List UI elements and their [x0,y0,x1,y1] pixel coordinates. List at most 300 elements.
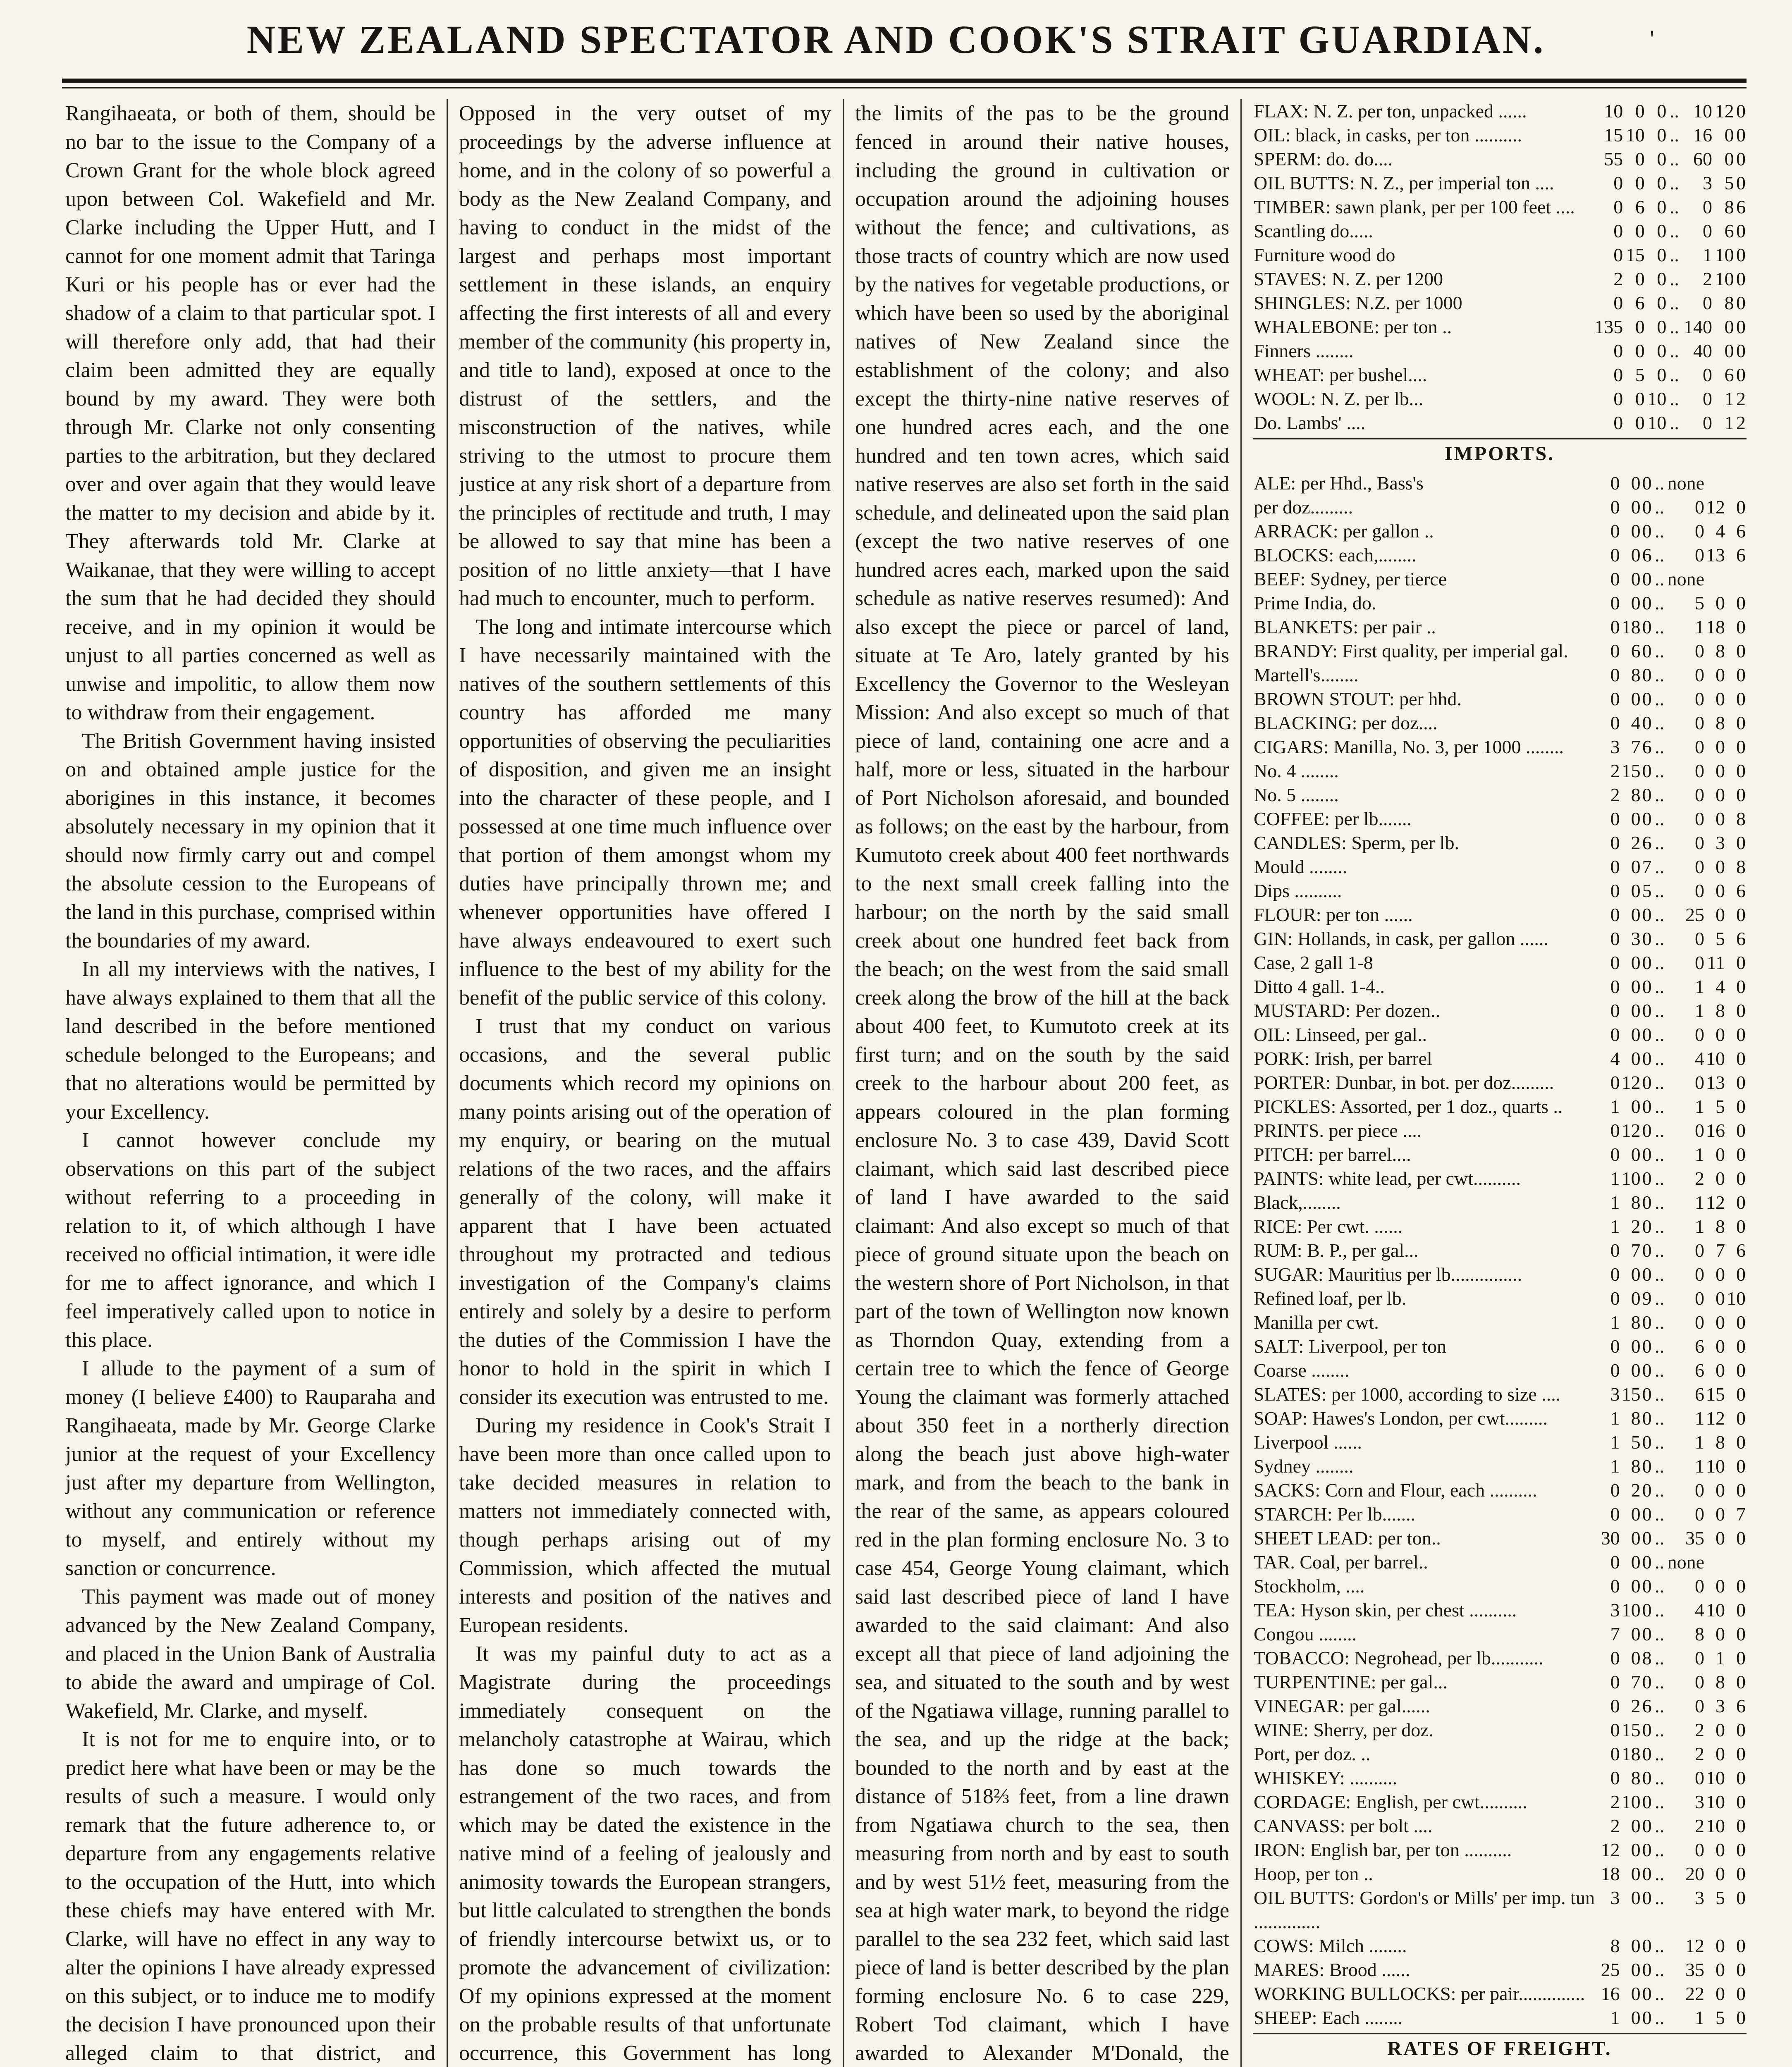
price-cell: 0 [1695,952,1704,973]
export-row [1253,195,1747,219]
price-cell: 0 [1631,520,1641,542]
price-cell: 0 [1736,268,1746,289]
price-cell: 6 [1736,196,1746,217]
price-cell: 8 [1631,1192,1641,1213]
price-cell: .. [1655,1096,1665,1117]
price-cell: .. [1655,1695,1665,1716]
price-cell: 2 [1610,760,1620,781]
item-label: COFFEE: per lb....... [1254,808,1412,829]
price-cell: 3 [1610,1384,1620,1405]
import-row [1253,1814,1747,1838]
price-cell: 0 [1736,1575,1746,1597]
price-cell: 0 [1736,1312,1746,1333]
price-cell: 0 [1631,1288,1641,1309]
price-cell: 5 [1631,1432,1641,1453]
price-cell: 0 [1657,124,1667,146]
price-cell: 0 [1736,688,1746,709]
price-cell: 1 [1610,1096,1620,1117]
price-cell: 0 [1736,1336,1746,1357]
price-cell: 0 [1631,1575,1641,1597]
price-cell: 2 [1736,412,1746,433]
price-cell: 8 [1716,640,1725,661]
price-cell: .. [1655,880,1665,901]
price-cell: 15 [1621,1384,1641,1405]
price-cell: 40 [1693,340,1713,361]
price-cell: 10 [1625,124,1645,146]
price-cell: 0 [1716,1575,1725,1597]
price-cell: 0 [1695,736,1704,757]
price-cell: 0 [1635,148,1645,169]
price-cell: .. [1655,784,1665,805]
item-label: CANDLES: Sperm, per lb. [1254,832,1460,853]
price-cell: 0 [1631,1623,1641,1645]
price-cell: 0 [1631,1264,1641,1285]
price-cell: 0 [1642,1935,1652,1956]
price-cell: 10 [1715,268,1734,289]
price-cell: 0 [1631,1815,1641,1836]
price-cell: 2 [1695,1168,1704,1189]
price-cell: 0 [1642,2007,1652,2028]
price-cell: 12 [1715,100,1734,122]
price-cell [1705,471,1726,495]
price-cell: 0 [1642,592,1652,613]
price-cell: 0 [1736,1456,1746,1477]
price-cell: 0 [1716,1480,1725,1501]
price-cell: 1 [1695,1096,1704,1117]
price-cell: 55 [1604,148,1623,169]
price-cell: 0 [1736,1096,1746,1117]
import-row [1253,1502,1747,1526]
price-cell: 0 [1716,1983,1725,2004]
price-cell: 0 [1613,364,1623,385]
price-cell: 0 [1613,388,1623,409]
price-cell: 0 [1695,1024,1704,1045]
import-row [1253,1718,1747,1742]
price-cell: 0 [1635,316,1645,337]
price-cell: 1 [1610,1192,1620,1213]
price-cell: 0 [1736,316,1746,337]
price-cell: .. [1655,1168,1665,1189]
export-row [1253,219,1747,243]
price-cell: .. [1655,952,1665,973]
price-cell: 0 [1613,340,1623,361]
price-cell: 0 [1610,928,1620,949]
price-cell: 0 [1736,952,1746,973]
item-label: BRANDY: First quality, per imperial gal. [1254,640,1568,661]
price-cell: .. [1669,220,1679,241]
price-cell: 0 [1631,1983,1641,2004]
import-row [1253,1790,1747,1814]
price-cell: 1 [1695,1192,1704,1213]
price-cell: 6 [1736,928,1746,949]
item-label: RUM: B. P., per gal... [1254,1240,1419,1261]
price-cell: 0 [1716,736,1725,757]
price-cell: 15 [1621,1719,1641,1740]
price-cell: 0 [1610,1288,1620,1309]
item-label: Furniture wood do [1254,244,1395,265]
price-cell: 0 [1642,1432,1652,1453]
item-label: BLANKETS: per pair .. [1254,616,1436,637]
price-cell: 2 [1610,1815,1620,1836]
price-cell: 0 [1642,1575,1652,1597]
import-row [1253,1766,1747,1790]
item-label: SALT: Liverpool, per ton [1254,1336,1447,1357]
item-label: CORDAGE: English, per cwt.......... [1254,1791,1527,1812]
price-cell: .. [1655,1743,1665,1764]
column-rule-3 [1240,99,1242,2067]
price-cell: .. [1655,1360,1665,1381]
price-cell [1726,567,1747,591]
price-cell: 0 [1736,1480,1746,1501]
price-cell: .. [1655,1336,1665,1357]
column-rule-1 [447,99,448,2067]
col2-paragraph: The long and intimate intercourse which I have necessarily maintained with the natives of the southern settlements of this country has afforded me many opportunities of observing the peculiarities of disposition, and given me an insight into the character of these people, and I possessed at one time much influence over that portion of them amongst whom my duties have principally thrown me; and whenever opportunities have offered I have always endeavoured to exert such influence to the best of my ability for the benefit of the public service of this colony. [459,615,831,1010]
item-label: RICE: Per cwt. ...... [1254,1216,1403,1237]
price-cell: 1 [1703,244,1713,265]
price-cell: 0 [1724,316,1734,337]
price-cell: 0 [1642,1408,1652,1429]
price-cell: 0 [1642,808,1652,829]
price-cell: 35 [1685,1959,1704,1980]
price-cell: 0 [1736,592,1746,613]
import-row [1253,807,1747,831]
import-row [1253,543,1747,567]
item-label: BLOCKS: each,........ [1254,544,1417,566]
item-label: Liverpool ...... [1254,1432,1362,1453]
item-label: PICKLES: Assorted, per 1 doz., quarts .. [1254,1096,1563,1117]
price-cell: 0 [1736,1815,1746,1836]
price-cell: 0 [1642,904,1652,925]
price-cell: 0 [1736,616,1746,637]
price-cell: .. [1655,568,1665,590]
column-2-body [459,99,831,2067]
price-cell: 0 [1642,1024,1652,1045]
price-cell: 8 [1736,856,1746,877]
item-label: VINEGAR: per gal...... [1254,1695,1430,1716]
export-row [1253,123,1747,147]
price-cell: 1 [1724,412,1734,433]
export-row [1253,291,1747,315]
price-cell: 8 [1716,1000,1725,1021]
price-cell: .. [1669,172,1679,193]
price-cell: 0 [1695,712,1704,733]
price-cell: 0 [1736,1120,1746,1141]
price-cell: 0 [1631,976,1641,997]
price-cell: 10 [1647,412,1667,433]
price-cell: 3 [1631,928,1641,949]
price-cell: 0 [1610,1072,1620,1093]
import-row [1253,687,1747,711]
price-cell: 0 [1736,712,1746,733]
price-cell: .. [1669,388,1679,409]
item-label: BEEF: Sydney, per tierce [1254,568,1447,590]
price-cell: .. [1655,1072,1665,1093]
import-row [1253,903,1747,927]
price-cell: 6 [1635,292,1645,313]
item-label: Dips .......... [1254,880,1342,901]
price-cell: 0 [1610,1647,1620,1668]
price-cell: 0 [1635,172,1645,193]
price-cell: 5 [1716,2007,1725,2028]
price-cell: 8 [1642,1647,1652,1668]
price-cell: 0 [1631,1839,1641,1860]
item-label: Coarse ........ [1254,1360,1350,1381]
price-cell: 10 [1706,1815,1725,1836]
column-2 [459,99,831,2067]
price-cell: 0 [1736,1216,1746,1237]
item-label: PITCH: per barrel.... [1254,1144,1411,1165]
price-cell: 2 [1613,268,1623,289]
price-cell: 0 [1642,1671,1652,1692]
price-cell: 2 [1703,268,1713,289]
price-cell: 8 [1724,292,1734,313]
price-cell: 0 [1610,1695,1620,1716]
item-label: BROWN STOUT: per hhd. [1254,688,1462,709]
import-row [1253,1334,1747,1358]
item-label: PAINTS: white lead, per cwt.......... [1254,1168,1521,1189]
item-label: Stockholm, .... [1254,1575,1365,1597]
price-cell: 0 [1610,592,1620,613]
price-cell: 0 [1736,1024,1746,1045]
price-cell: 3 [1695,1791,1704,1812]
price-cell: 0 [1610,688,1620,709]
price-cell: 0 [1657,268,1667,289]
item-label: OIL BUTTS: Gordon's or Mills' per imp. tun .............. [1254,1887,1595,1932]
column-1-body [65,99,435,2067]
price-cell: 0 [1610,1144,1620,1165]
price-cell: 1 [1695,2007,1704,2028]
price-cell: 0 [1631,2007,1641,2028]
import-row [1253,1287,1747,1310]
price-cell: 0 [1736,100,1746,122]
price-cell: 0 [1716,1743,1725,1764]
price-cell: 0 [1736,124,1746,146]
item-label: STARCH: Per lb....... [1254,1504,1416,1525]
price-cell: 6 [1736,544,1746,566]
price-cell: 9 [1642,1288,1652,1309]
price-cell: 6 [1736,880,1746,901]
price-cell: 0 [1631,1360,1641,1381]
price-cell: 0 [1613,220,1623,241]
item-label: PRINTS. per piece .... [1254,1120,1422,1141]
price-cell: 6 [1695,1384,1704,1405]
export-row [1253,99,1747,123]
import-row [1253,735,1747,759]
item-label: WORKING BULLOCKS: per pair.............. [1254,1983,1585,2004]
price-cell [1726,471,1747,495]
price-cell: 0 [1642,1456,1652,1477]
price-cell: 0 [1736,1743,1746,1764]
item-label: Port, per doz. .. [1254,1743,1371,1764]
price-cell: 0 [1642,1791,1652,1812]
col1-paragraph: I cannot however conclude my observations on this part of the subject without referring to a proceeding in relation to it, of which although I have received no official intimation, it were idle for me to affect ignorance, and which I feel imperatively called upon to notice in this place. [65,1129,435,1352]
price-cell: 6 [1642,832,1652,853]
price-cell: 0 [1635,388,1645,409]
import-row [1253,1646,1747,1670]
item-label: CIGARS: Manilla, No. 3, per 1000 ........ [1254,736,1564,757]
price-cell: .. [1655,1623,1665,1645]
price-cell: 0 [1716,1168,1725,1189]
price-cell: 0 [1736,496,1746,518]
price-cell: .. [1655,1935,1665,1956]
price-cell: .. [1655,1815,1665,1836]
item-label: GIN: Hollands, in cask, per gallon ...... [1254,928,1548,949]
price-cell: 18 [1621,616,1641,637]
price-cell: 3 [1703,172,1713,193]
price-cell: 0 [1724,148,1734,169]
price-cell: 16 [1693,124,1713,146]
price-cell: 0 [1716,760,1725,781]
price-cell: .. [1669,364,1679,385]
price-cell: 0 [1610,1719,1620,1740]
import-row [1253,1742,1747,1766]
price-cell: 0 [1610,1264,1620,1285]
price-cell: 0 [1695,688,1704,709]
price-cell: 0 [1657,292,1667,313]
price-cell: .. [1655,496,1665,518]
price-cell: 1 [1610,1456,1620,1477]
price-cell: 0 [1631,952,1641,973]
export-row [1253,147,1747,171]
price-cell: 5 [1642,880,1652,901]
import-row [1253,471,1747,495]
price-cell: 0 [1642,1360,1652,1381]
price-cell: .. [1655,1647,1665,1668]
item-label: PORK: Irish, per barrel [1254,1048,1432,1069]
price-cell: 6 [1724,364,1734,385]
price-cell: 0 [1642,1767,1652,1788]
price-cell: 6 [1631,640,1641,661]
col2-paragraph: It was my painful duty to act as a Magistrate during the proceedings immediately consequent on the melancholy catastrophe at Wairau, which has done so much towards the estrangement of the two races, and from which may be dated the existence in the native mind of a feeling of jealously and animosity towards the European strangers, but little calculated to strengthen the bonds of friendly intercourse betwixt us, or to promote the advancement of civilization: Of my opinions expressed at the moment on the probable results of that unfortunate occurrence, this Government has long [459,1642,831,2065]
price-cell: 4 [1631,712,1641,733]
price-cell: 0 [1716,904,1725,925]
item-label: TIMBER: sawn plank, per per 100 feet .... [1254,196,1575,217]
price-cell: .. [1655,544,1665,566]
price-cell: 0 [1736,664,1746,685]
price-cell: 0 [1736,1168,1746,1189]
price-cell: .. [1655,736,1665,757]
item-label: Sydney ........ [1254,1456,1354,1477]
item-label: Manilla per cwt. [1254,1312,1379,1333]
price-cell: 0 [1642,1168,1652,1189]
price-cell: 0 [1716,1312,1725,1333]
price-cell: 0 [1610,1575,1620,1597]
price-cell: 0 [1631,1336,1641,1357]
col2-paragraph: Opposed in the very outset of my proceedings by the adverse influence at home, and in the colony of so powerful a body as the New Zealand Company, and having to conduct in the midst of the largest and perhaps most important settlement in these islands, an enquiry affecting the first interests of all and every member of the community (his property in, and title to land), exposed at once to the distrust of the settlers, and the misconstruction of the natives, while striving to the utmost to procure them justice at any risk short of a departure from the principles of rectitude and truth, I may be allowed to say that mine has been a position of no little anxiety—that I have had much to encounter, much to perform. [459,102,831,610]
price-cell: 0 [1736,292,1746,313]
price-cell: 0 [1642,952,1652,973]
column-4 [1253,99,1747,2067]
price-cell: 0 [1716,1935,1725,1956]
price-cell: 10 [1706,1791,1725,1812]
price-cell: .. [1655,640,1665,661]
price-cell: 0 [1695,1240,1704,1261]
price-cell: 10 [1727,1288,1746,1309]
price-cell: 15 [1604,124,1623,146]
price-cell: .. [1655,688,1665,709]
price-cell: .. [1669,316,1679,337]
price-cell: 2 [1695,1719,1704,1740]
export-row [1253,171,1747,195]
price-cell: 1 [1695,976,1704,997]
price-cell: 0 [1613,172,1623,193]
price-cell: .. [1655,1408,1665,1429]
import-row [1253,1478,1747,1502]
column-rule-2 [843,99,844,2067]
price-cell: 0 [1613,244,1623,265]
price-cell: .. [1655,1384,1665,1405]
price-cell: 0 [1642,1312,1652,1333]
price-cell: 2 [1695,1743,1704,1764]
import-row [1253,1406,1747,1430]
price-cell: 15 [1625,244,1645,265]
price-cell: 0 [1703,196,1713,217]
price-cell: 2 [1610,1791,1620,1812]
price-cell: 0 [1631,592,1641,613]
item-label: ARRACK: per gallon .. [1254,520,1434,542]
price-cell: 4 [1610,1048,1620,1069]
price-cell: 1 [1695,1408,1704,1429]
price-cell: 0 [1695,1288,1704,1309]
price-cell: 0 [1716,1288,1725,1309]
price-cell: .. [1655,473,1665,494]
price-cell: 4 [1695,1599,1704,1621]
price-cell: 0 [1642,1384,1652,1405]
item-label: WINE: Sherry, per doz. [1254,1719,1434,1740]
price-cell: .. [1669,196,1679,217]
price-cell: 140 [1684,316,1713,337]
price-cell: 1 [1695,1144,1704,1165]
item-label: TAR. Coal, per barrel.. [1254,1551,1428,1573]
item-label: SHEET LEAD: per ton.. [1254,1528,1441,1549]
col1-paragraph: Rangihaeata, or both of them, should be no bar to the issue to the Company of a Crown Grant for the whole block agreed upon between Col. Wakefield and Mr. Clarke including the Upper Hutt, and I cannot for one moment admit that Taringa Kuri or his people has or ever had the shadow of a claim to that particular spot. I will therefore only add, that had their claim been admitted they are equally bound by my award. They were both through Mr. Clarke not only consenting parties to the arbitration, but they declared over and over again that they would leave the matter to my decision and abide by it. They afterwards told Mr. Clarke at Waikanae, that they were willing to accept the sum that he had decided they should receive, and in my opinion it would be unjust to all parties concerned as well as unwise and impolitic, to allow them now to withdraw from their engagement. [65,102,435,724]
price-cell: 0 [1695,1647,1704,1668]
price-cell: 0 [1642,664,1652,685]
price-cell: 20 [1685,1863,1704,1884]
import-row [1253,1239,1747,1263]
price-cell: 0 [1631,1024,1641,1045]
price-cell: 1 [1695,1432,1704,1453]
price-cell: 5 [1635,364,1645,385]
item-label: IRON: English bar, per ton .......... [1254,1839,1512,1860]
item-label: WHEAT: per bushel.... [1254,364,1427,385]
price-cell: 0 [1736,340,1746,361]
import-row [1253,1071,1747,1095]
price-cell: 0 [1610,856,1620,877]
price-cell: 1 [1610,1216,1620,1237]
price-cell: 0 [1610,904,1620,925]
price-cell: 0 [1635,340,1645,361]
price-cell: 0 [1642,1551,1652,1573]
price-cell: 0 [1642,1983,1652,2004]
price-cell: 0 [1631,880,1641,901]
price-cell: 8 [1716,1432,1725,1453]
price-cell: 0 [1642,1000,1652,1021]
item-label: Ditto 4 gall. 1-4.. [1254,976,1385,997]
price-cell: 0 [1610,952,1620,973]
price-cell: 0 [1716,880,1725,901]
price-cell: 0 [1642,1863,1652,1884]
price-cell: 0 [1695,808,1704,829]
price-cell: .. [1655,1767,1665,1788]
price-cell: 0 [1631,1551,1641,1573]
item-label: CANVASS: per bolt .... [1254,1815,1433,1836]
price-cell: 0 [1736,1264,1746,1285]
header-rule-thick [62,79,1747,83]
import-row [1253,1550,1747,1574]
price-cell: .. [1655,1959,1665,1980]
price-cell: 0 [1695,1767,1704,1788]
